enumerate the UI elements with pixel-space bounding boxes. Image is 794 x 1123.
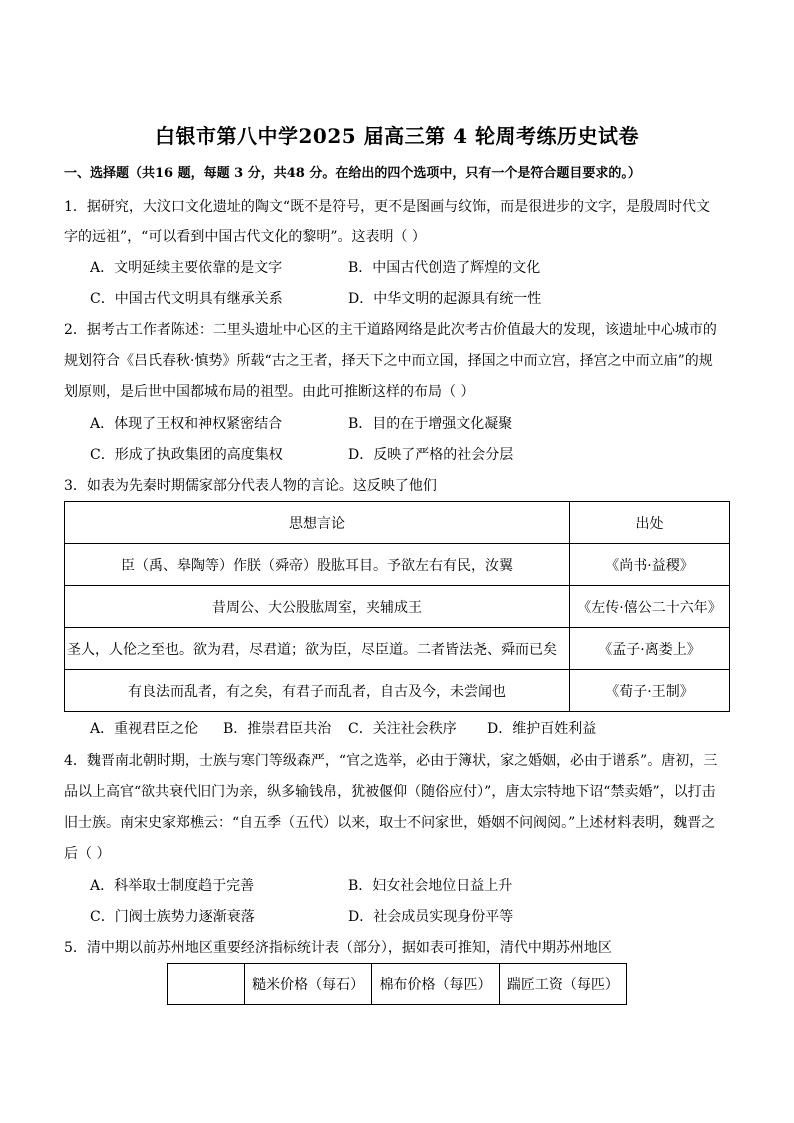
- table-cell: 有良法而乱者，有之矣，有君子而乱者，自古及今，未尝闻也: [65, 670, 570, 712]
- table-header-cell: 思想言论: [65, 502, 570, 544]
- table-header-cell: 糙米价格（每石）: [245, 964, 372, 1005]
- table-cell: 《孟子·离娄上》: [570, 628, 730, 670]
- table-row: [65, 670, 730, 712]
- question-2-option-a: A．体现了王权和神权紧密结合: [90, 416, 283, 432]
- question-1-option-a: A．文明延续主要依靠的是文字: [90, 260, 283, 276]
- table-header-cell: 踹匠工资（每匹）: [499, 964, 626, 1005]
- question-1-option-d: D．中华文明的起源具有统一性: [348, 291, 542, 307]
- table-header-cell: [168, 964, 245, 1005]
- table-cell: 臣（禹、皋陶等）作朕（舜帝）股肱耳目。予欲左右有民，汝翼: [65, 544, 570, 586]
- question-4-option-d: D．社会成员实现身份平等: [348, 909, 514, 925]
- question-4-line: 品以上高官“欲共衰代旧门为亲，纵多输钱帛，犹被偃仰（随俗应付）”，唐太宗特地下诏“禁卖婚”，以打击: [64, 784, 716, 800]
- table-cell: 圣人，人伦之至也。欲为君，尽君道；欲为臣，尽臣道。二者皆法尧、舜而已矣: [65, 628, 570, 670]
- question-2-option-d: D．反映了严格的社会分层: [348, 447, 514, 463]
- question-2-line: 规划符合《吕氏春秋·慎势》所载“古之王者，择天下之中而立国，择国之中而立宫，择宫之中而立庙”的规: [64, 353, 713, 369]
- question-3-option-d: D．维护百姓利益: [487, 721, 597, 737]
- question-2-option-b: B．目的在于增强文化凝聚: [348, 416, 513, 432]
- question-5-stem: 5．清中期以前苏州地区重要经济指标统计表（部分），据如表可推知，清代中期苏州地区: [64, 940, 612, 956]
- question-4-line: 4．魏晋南北朝时期，士族与寒门等级森严，“官之选举，必由于簿状，家之婚姻，必由于谱系”。唐初，三: [64, 753, 718, 769]
- question-1-line: 字的远祖”，“可以看到中国古代文化的黎明”。这表明（ ）: [64, 229, 426, 245]
- table-header-cell: 棉布价格（每匹）: [372, 964, 499, 1005]
- table-header-row: [65, 502, 730, 544]
- table-cell: 昔周公、大公股肱周室，夹辅成王: [65, 586, 570, 628]
- question-2-line: 2．据考古工作者陈述：二里头遗址中心区的主干道路网络是此次考古价值最大的发现，该遗址中心城市的: [64, 322, 717, 338]
- question-2-option-c: C．形成了执政集团的高度集权: [90, 447, 283, 463]
- question-3-option-c: C．关注社会秩序: [348, 721, 457, 737]
- question-4-option-a: A．科举取士制度趋于完善: [90, 878, 255, 894]
- table-row: [65, 628, 730, 670]
- question-1-option-c: C．中国古代文明具有继承关系: [90, 291, 283, 307]
- question-3-stem: 3．如表为先秦时期儒家部分代表人物的言论。这反映了他们: [64, 478, 437, 494]
- question-4-line: 后（ ）: [64, 846, 111, 862]
- table-cell: 《左传·僖公二十六年》: [570, 586, 730, 628]
- quotes-table: [64, 501, 730, 712]
- question-2-line: 划原则，是后世中国都城布局的祖型。由此可推断这样的布局（ ）: [64, 384, 475, 400]
- exam-title: 白银市第八中学2025 届高三第 4 轮周考练历史试卷: [155, 124, 639, 148]
- question-3-option-b: B．推崇君臣共治: [223, 721, 332, 737]
- table-row: [65, 544, 730, 586]
- section-heading: 一、选择题（共16 题，每题 3 分，共48 分。在给出的四个选项中，只有一个是符合题目要求的。）: [64, 166, 641, 181]
- table-header-cell: 出处: [570, 502, 730, 544]
- economic-table: [167, 963, 627, 1005]
- question-4-line: 旧士族。南宋史家郑樵云：“自五季（五代）以来，取士不问家世，婚姻不问阀阅。”上述材料表明，魏晋之: [64, 815, 716, 831]
- question-1-line: 1．据研究，大汶口文化遗址的陶文“既不是符号，更不是图画与纹饰，而是很进步的文字，是殷周时代文: [64, 199, 711, 215]
- table-cell: 《尚书·益稷》: [570, 544, 730, 586]
- question-4-option-c: C．门阀士族势力逐渐衰落: [90, 909, 255, 925]
- question-4-option-b: B．妇女社会地位日益上升: [348, 878, 513, 894]
- question-3-option-a: A．重视君臣之伦: [90, 721, 199, 737]
- table-header-row: [168, 964, 627, 1005]
- question-1-option-b: B．中国古代创造了辉煌的文化: [348, 260, 541, 276]
- table-row: [65, 586, 730, 628]
- table-cell: 《荀子·王制》: [570, 670, 730, 712]
